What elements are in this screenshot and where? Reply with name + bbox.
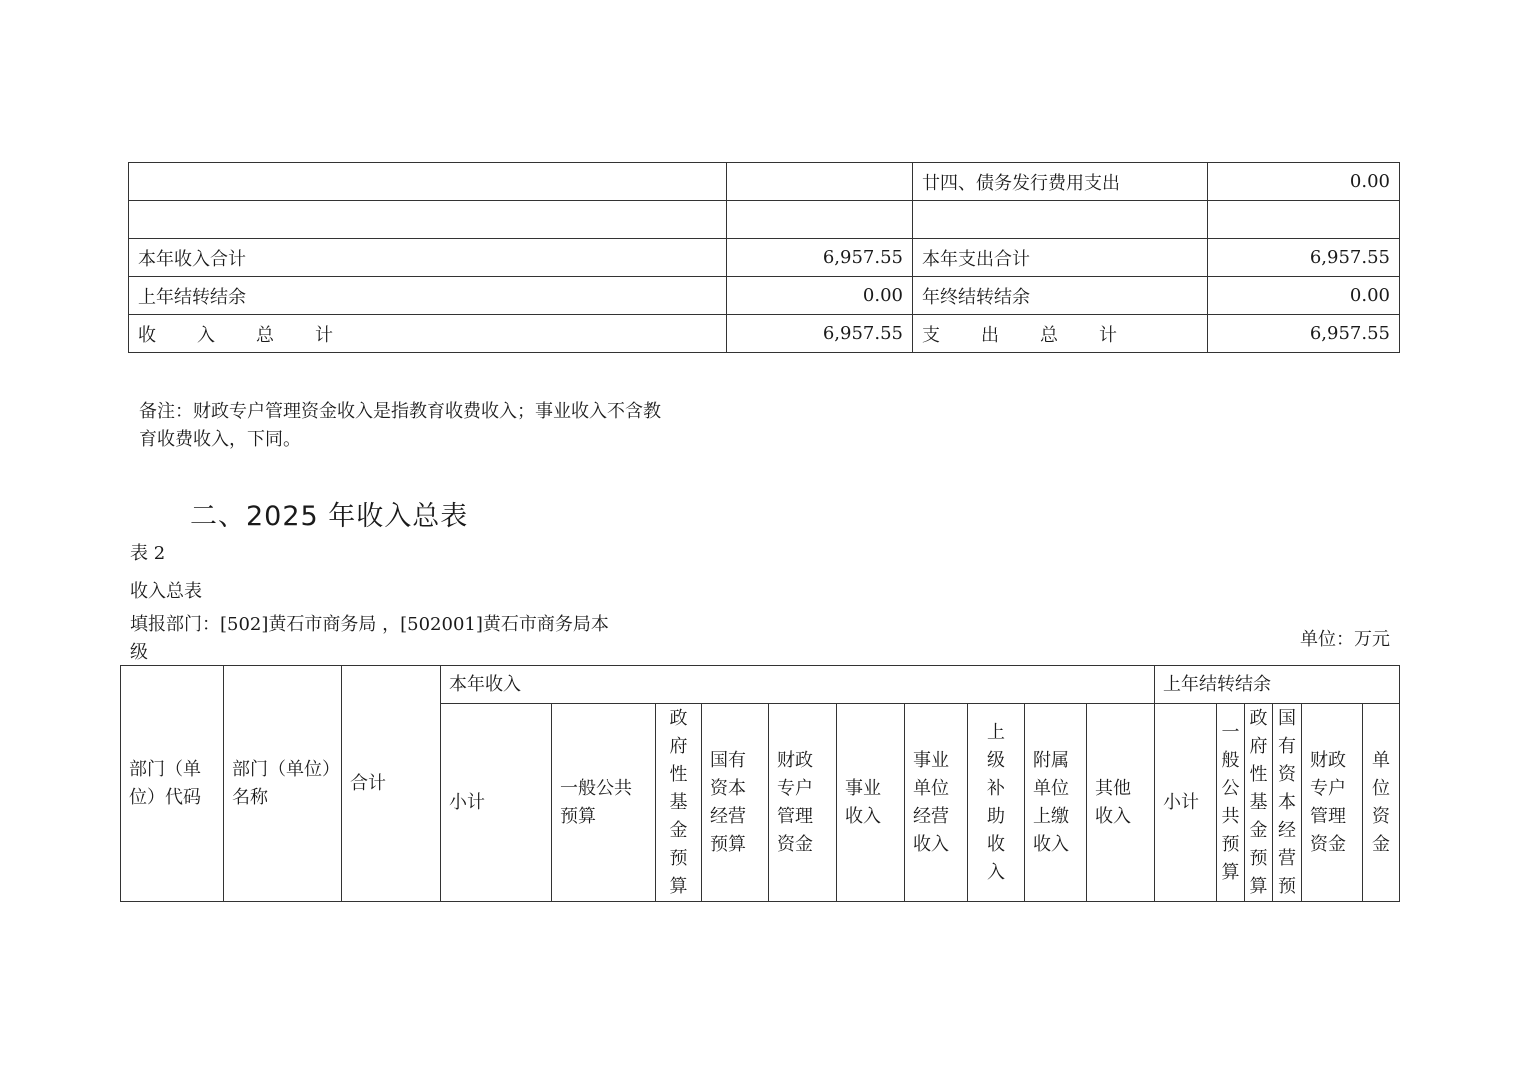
income-summary-table: [120, 665, 1400, 902]
col-dept-code: 部门（单位）代码: [121, 666, 224, 902]
left-label: 本年收入合计: [129, 239, 727, 277]
group-carryover: 上年结转结余: [1155, 666, 1400, 704]
col-business-income: 事业收入: [837, 704, 905, 902]
note-line: 育收费收入，下同。: [139, 429, 301, 450]
table-row: [129, 315, 1400, 353]
col-subtotal: 小计: [441, 704, 552, 902]
left-label: 上年结转结余: [129, 277, 727, 315]
left-value: [727, 201, 913, 239]
col-business-unit-income: 事业单位经营收入: [905, 704, 968, 902]
table-number: 表 2: [130, 543, 166, 564]
summary-table: [128, 162, 1400, 353]
table-row: [129, 239, 1400, 277]
col-general-budget: 一般公共预算: [552, 704, 656, 902]
header-text: 上级补助收入: [987, 721, 1005, 883]
right-value: 6,957.55: [1208, 315, 1400, 353]
clip-box: [1247, 705, 1270, 901]
col-affiliated-income: 附属单位上缴收入: [1025, 704, 1087, 902]
expense-total-label: [913, 315, 1208, 353]
group-current-year-income: 本年收入: [441, 666, 1155, 704]
filler-line: 级: [130, 642, 148, 663]
right-label: 年终结转结余: [913, 277, 1208, 315]
header-text: 政府性基金预算: [669, 707, 688, 897]
col-carry-gov-fund: [1245, 704, 1273, 902]
col-state-capital: 国有资本经营预算: [702, 704, 769, 902]
col-carry-subtotal: 小计: [1155, 704, 1217, 902]
col-carry-state-capital: [1273, 704, 1302, 902]
header-text: 一般公共预算: [1221, 721, 1240, 883]
col-carry-unit-fund: [1363, 704, 1400, 902]
table-row: [129, 201, 1400, 239]
col-carry-general-budget: [1217, 704, 1245, 902]
left-value: 6,957.55: [727, 315, 913, 353]
right-value: 6,957.55: [1208, 239, 1400, 277]
right-label: 本年支出合计: [913, 239, 1208, 277]
table-row: [129, 277, 1400, 315]
clip-box: [1275, 705, 1299, 901]
header-text: 单位资金: [1372, 749, 1390, 855]
right-label: [913, 201, 1208, 239]
unit-label: 单位：万元: [1300, 629, 1390, 650]
left-label: [129, 163, 727, 201]
table-row: [129, 163, 1400, 201]
header-text: 国有资本经营预: [1278, 707, 1296, 897]
clip-box: [1219, 719, 1242, 887]
col-superior-subsidy: [968, 704, 1025, 902]
table-name: 收入总表: [130, 581, 202, 602]
left-value: 0.00: [727, 277, 913, 315]
right-value: 0.00: [1208, 163, 1400, 201]
right-label: 廿四、债务发行费用支出: [913, 163, 1208, 201]
col-carry-fiscal-special: 财政专户管理资金: [1302, 704, 1363, 902]
left-value: 6,957.55: [727, 239, 913, 277]
col-total: 合计: [342, 666, 441, 902]
header-row: [121, 666, 1400, 704]
header-text: 政府性基金预算: [1249, 707, 1268, 897]
note-line: 备注：财政专户管理资金收入是指教育收费收入；事业收入不含教: [139, 401, 661, 422]
remark-note: [139, 398, 739, 454]
income-total-label: [129, 315, 727, 353]
col-dept-name: 部门（单位）名称: [224, 666, 342, 902]
filler-line: 填报部门：[502]黄石市商务局 ，[502001]黄石市商务局本: [130, 614, 609, 635]
filling-department: [130, 611, 660, 667]
section-title: 二、2025 年收入总表: [190, 501, 469, 532]
spread-text: 收入总计: [138, 324, 374, 346]
col-gov-fund: [656, 704, 702, 902]
spread-text: 支出总计: [922, 324, 1158, 346]
left-value: [727, 163, 913, 201]
col-other-income: 其他收入: [1087, 704, 1155, 902]
right-value: 0.00: [1208, 277, 1400, 315]
left-label: [129, 201, 727, 239]
col-fiscal-special: 财政专户管理资金: [769, 704, 837, 902]
right-value: [1208, 201, 1400, 239]
